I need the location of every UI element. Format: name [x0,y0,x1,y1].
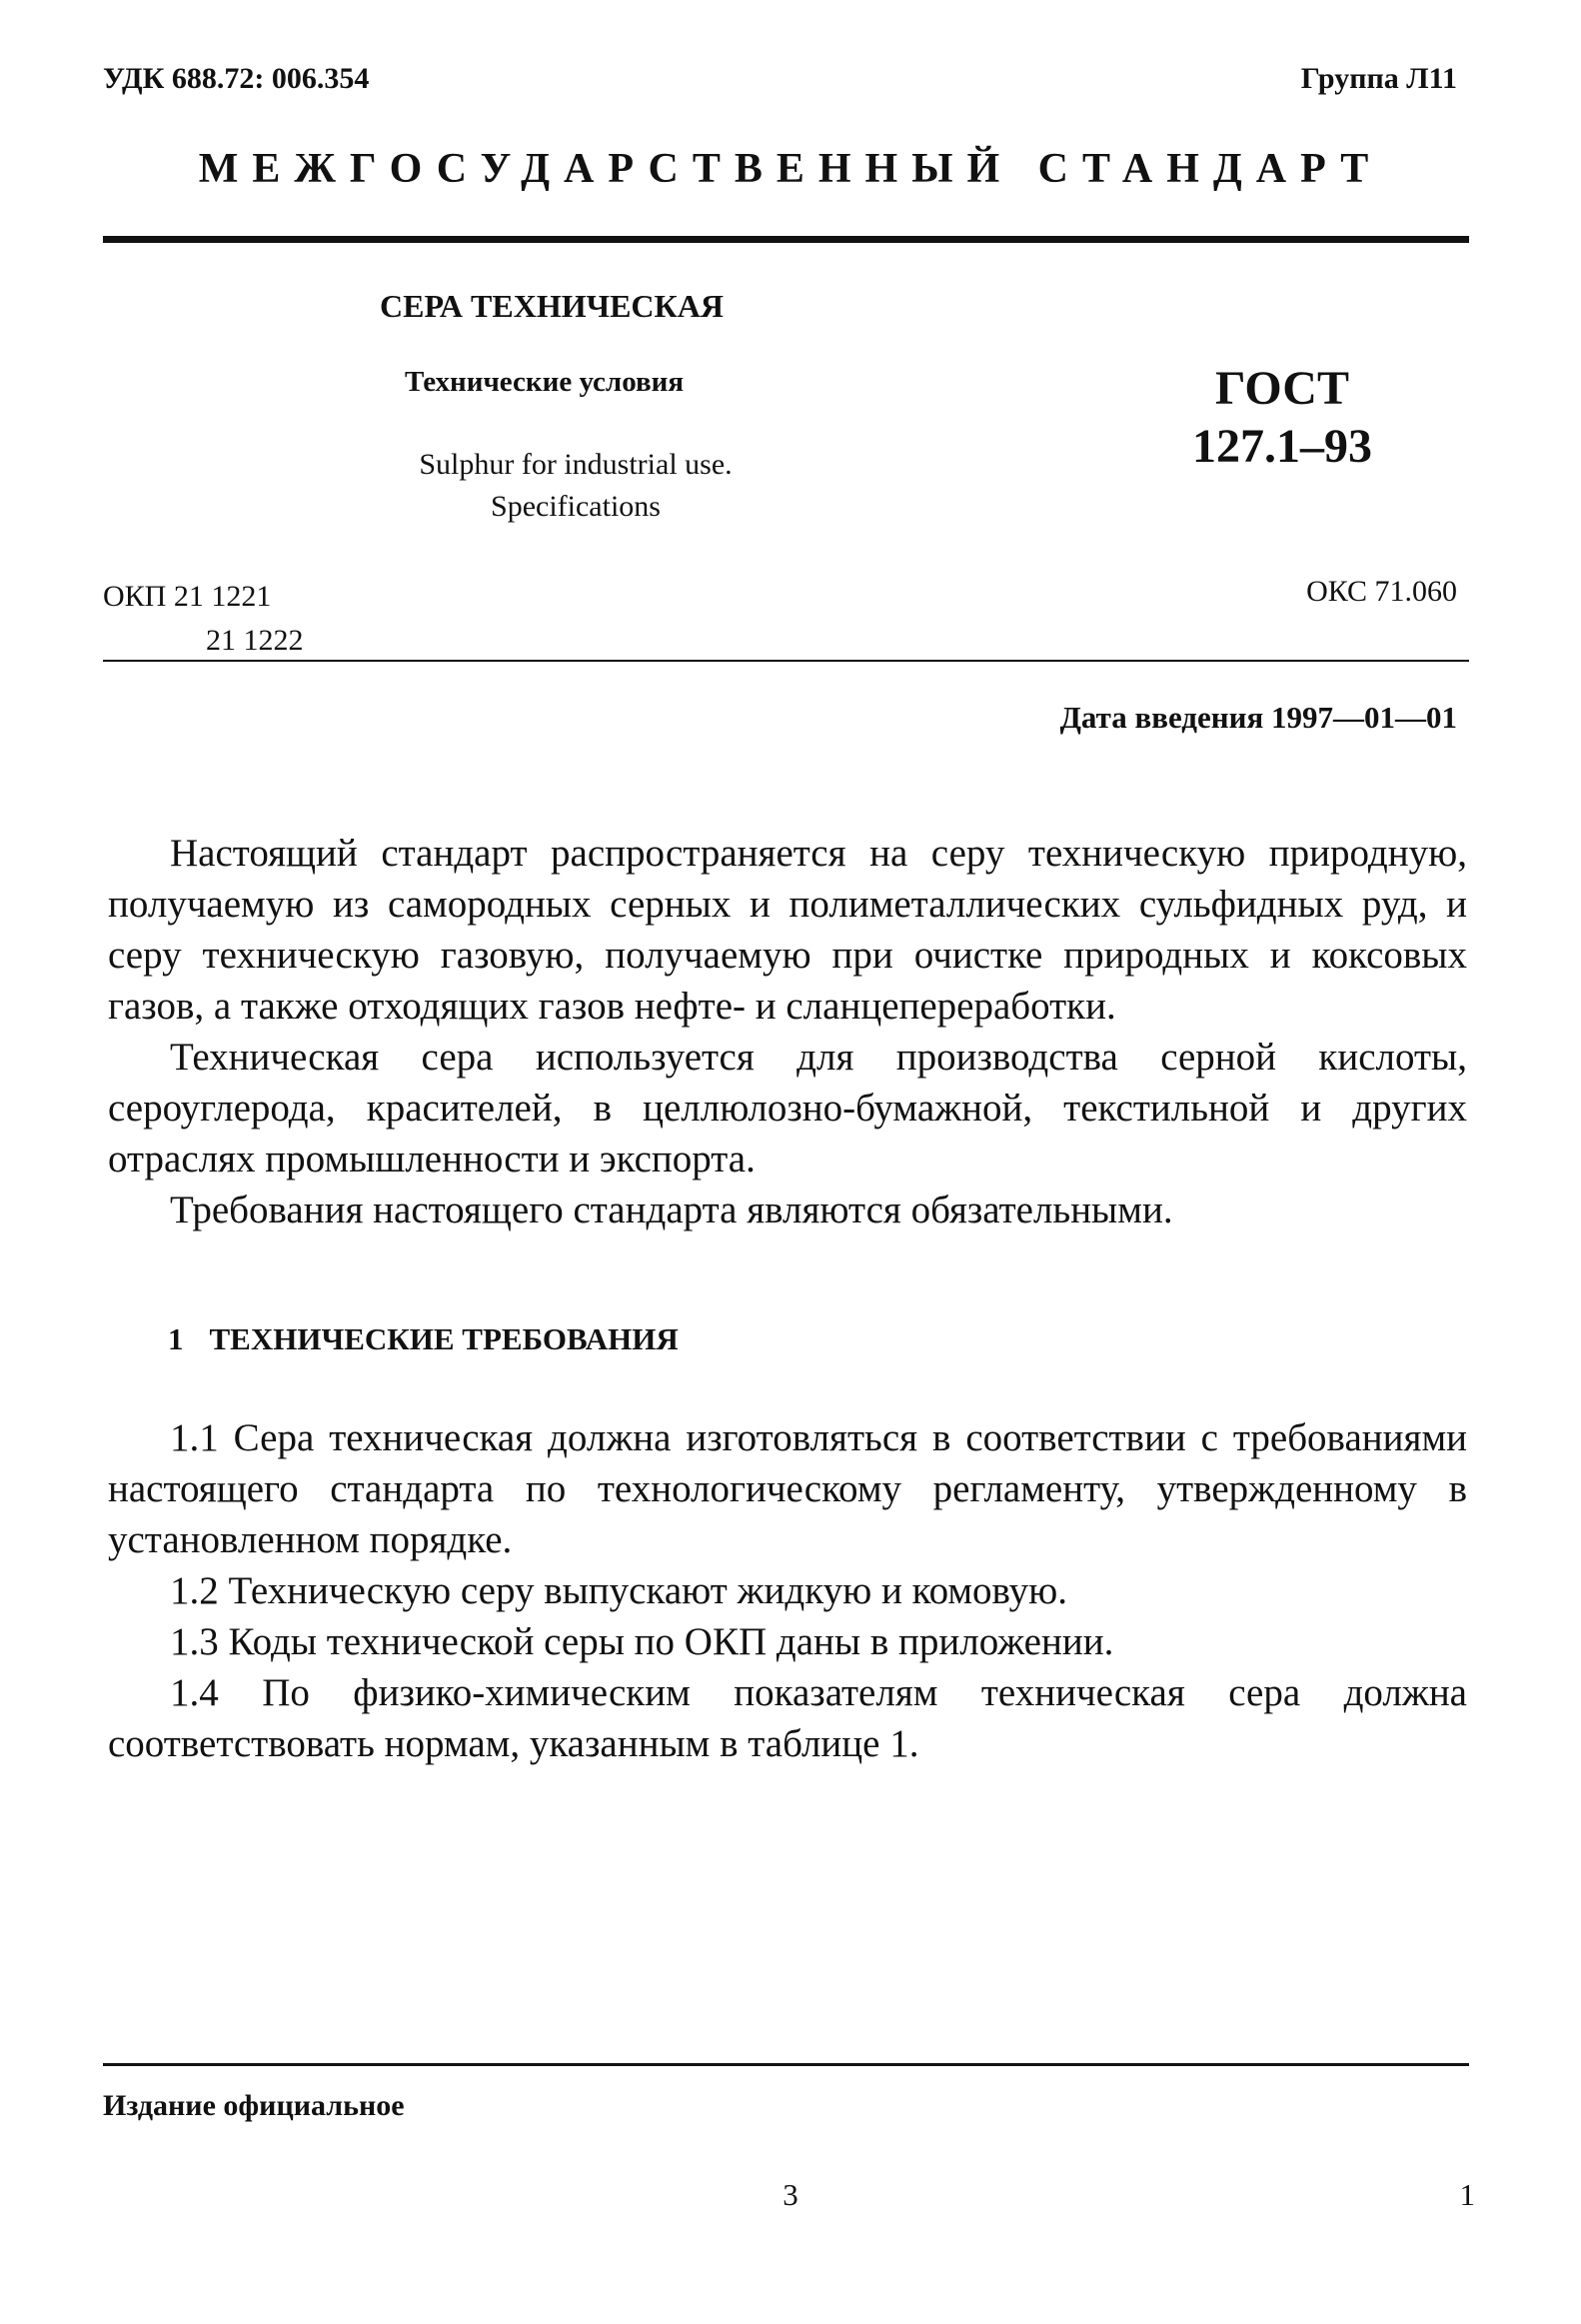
intro-paragraph: Настоящий стандарт распространяется на серу техническую природную, получаемую из самородных серных и полиметаллических сульфидных руд, и серу техническую газовую, получаемую при очистке природных и коксовых газов, а также отходящих газов нефте- и сланцепереработки. [108,832,1467,1028]
clause-paragraph: 1.4 По физико-химическим показателям техническая сера должна соответствовать нормам, указанным в таблице 1. [108,1671,1467,1765]
section-title: ТЕХНИЧЕСКИЕ ТРЕБОВАНИЯ [209,1321,679,1356]
document-title: СЕРА ТЕХНИЧЕСКАЯ [380,288,724,324]
page-number: 3 [783,2177,798,2212]
document-subtitle: Технические условия [405,366,685,398]
english-title [356,444,795,528]
okp-code-2: 21 1222 [206,624,304,657]
interstate-standard-heading: МЕЖГОСУДАРСТВЕННЫЙ СТАНДАРТ [198,146,1383,192]
oks-code: ОКС 71.060 [1306,575,1457,608]
clause-paragraph: 1.1 Сера техническая должна изготовляться в соответствии с требованиями настоящего стандарта по технологическому регламенту, утвержденному в установленном порядке. [108,1416,1467,1561]
section-text [108,1412,1467,1769]
section-heading [168,1321,705,1357]
introduction-date: Дата введения 1997—01—01 [1059,700,1457,735]
english-title-line2: Specifications [491,490,661,523]
footer-rule [103,2063,1469,2066]
intro-paragraph: Требования настоящего стандарта являются обязательными. [170,1188,1173,1231]
intro-paragraph: Техническая сера используется для производства серной кислоты, сероуглерода, красителей, в целлюлозно-бумажной, текстильной и других отраслях промышленности и экспорта. [108,1036,1467,1180]
header-rule [103,236,1469,243]
clause-paragraph: 1.2 Техническую серу выпускают жидкую и комовую. [170,1569,1068,1612]
official-edition-note: Издание официальное [103,2089,405,2122]
group-code: Группа Л11 [1300,62,1457,95]
gost-label: ГОСТ [1215,362,1349,415]
gost-designation [1167,360,1397,476]
sheet-number: 1 [1459,2177,1475,2212]
gost-number: 127.1–93 [1192,420,1372,473]
okp-code-1: ОКП 21 1221 [103,580,272,613]
section-number: 1 [168,1321,184,1356]
okp-codes [103,575,304,663]
codes-rule [103,660,1469,662]
intro-text [108,828,1467,1235]
clause-paragraph: 1.3 Коды технической серы по ОКП даны в приложении. [170,1620,1114,1663]
english-title-line1: Sulphur for industrial use. [419,448,733,481]
udk-code: УДК 688.72: 006.354 [103,62,370,95]
